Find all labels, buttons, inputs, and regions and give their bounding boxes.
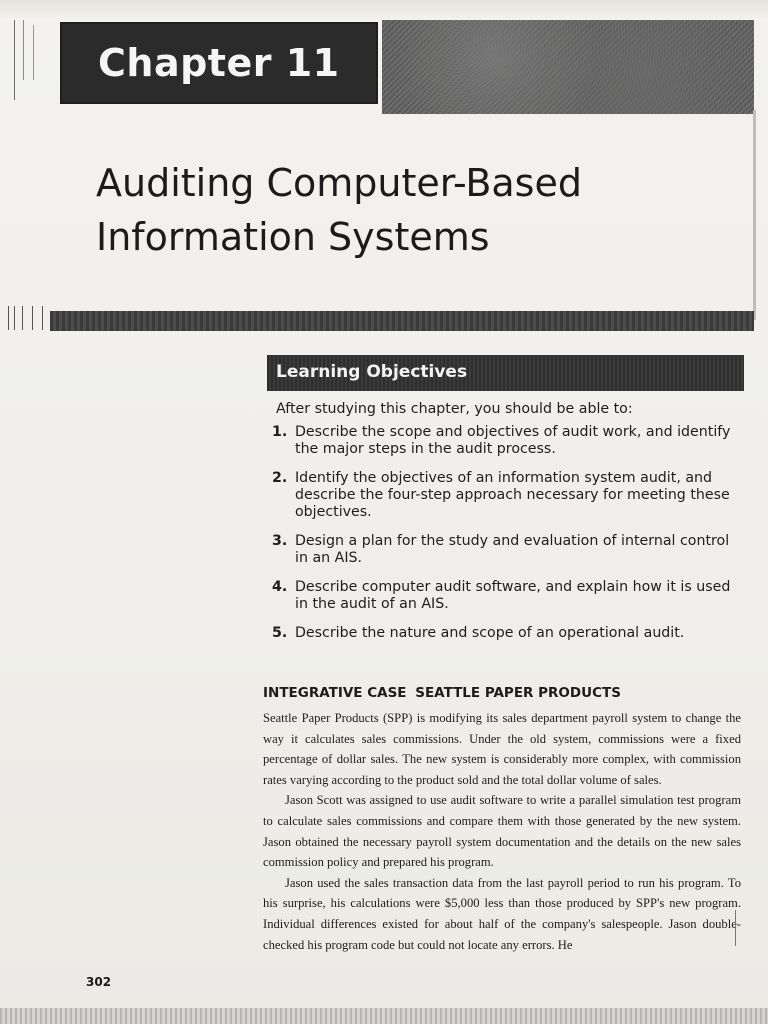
integrative-case-label: INTEGRATIVE CASE bbox=[263, 685, 407, 701]
case-paragraph: Jason Scott was assigned to use audit software to write a parallel simulation test program to calculate sales commissions and compare them with those generated by the new system. Jason obtained the necessary payroll system documentation and the details on the new sales commission policy and prepared his program. bbox=[263, 793, 741, 870]
objective-text: Describe the scope and objectives of audit work, and identify the major steps in the audit process. bbox=[295, 424, 731, 457]
chapter-title bbox=[96, 156, 716, 264]
case-paragraph: Seattle Paper Products (SPP) is modifying its sales department payroll system to change the way it calculates sales commissions. Under the old system, commissions were a fixed percentage of dollar sales. The new system is considerably more complex, with commission rates varying according to the product sold and the total dollar volume of sales. bbox=[263, 711, 741, 787]
objective-text: Describe computer audit software, and explain how it is used in the audit of an AIS. bbox=[295, 579, 731, 612]
integrative-case-company: SEATTLE PAPER PRODUCTS bbox=[415, 685, 621, 701]
section-divider bbox=[50, 311, 754, 331]
objective-text: Identify the objectives of an information system audit, and describe the four-step approach necessary for meeting these objectives. bbox=[295, 470, 730, 520]
objective-number: 1. bbox=[272, 424, 288, 440]
learning-objectives-heading: Learning Objectives bbox=[276, 362, 468, 382]
integrative-case-body bbox=[263, 708, 741, 955]
learning-objective-item bbox=[272, 533, 732, 567]
learning-objective-item bbox=[272, 424, 732, 458]
page-bottom-edge bbox=[0, 1008, 768, 1024]
right-page-edge bbox=[753, 110, 756, 320]
learning-objective-item bbox=[272, 579, 732, 613]
learning-objectives-list bbox=[272, 424, 732, 642]
chapter-header-photo bbox=[382, 20, 754, 114]
objective-number: 2. bbox=[272, 470, 288, 486]
chapter-label: Chapter 11 bbox=[98, 41, 340, 85]
objective-number: 3. bbox=[272, 533, 288, 549]
case-paragraph: Jason used the sales transaction data from the last payroll period to run his program. To his surprise, his calculations were $5,000 less than those produced by SPP's new program. Individual differences existed for about half of the company's salespeople. Jason double-checked his program code but could not locate any errors. He bbox=[263, 875, 741, 952]
objective-number: 5. bbox=[272, 625, 288, 641]
objective-text: Design a plan for the study and evaluation of internal control in an AIS. bbox=[295, 533, 730, 566]
learning-objective-item bbox=[272, 625, 732, 642]
page-number: 302 bbox=[86, 975, 112, 989]
chapter-title-line-2: Information Systems bbox=[96, 215, 490, 259]
page-top-edge bbox=[0, 0, 768, 20]
chapter-title-line-1: Auditing Computer-Based bbox=[96, 161, 582, 205]
margin-mark bbox=[735, 910, 750, 946]
left-margin-marks bbox=[14, 20, 51, 100]
objective-number: 4. bbox=[272, 579, 288, 595]
learning-objective-item bbox=[272, 470, 732, 521]
integrative-case-heading bbox=[263, 684, 621, 702]
left-ticks bbox=[6, 306, 46, 330]
objective-text: Describe the nature and scope of an operational audit. bbox=[295, 625, 685, 641]
learning-objectives-intro: After studying this chapter, you should be able to: bbox=[276, 401, 633, 417]
